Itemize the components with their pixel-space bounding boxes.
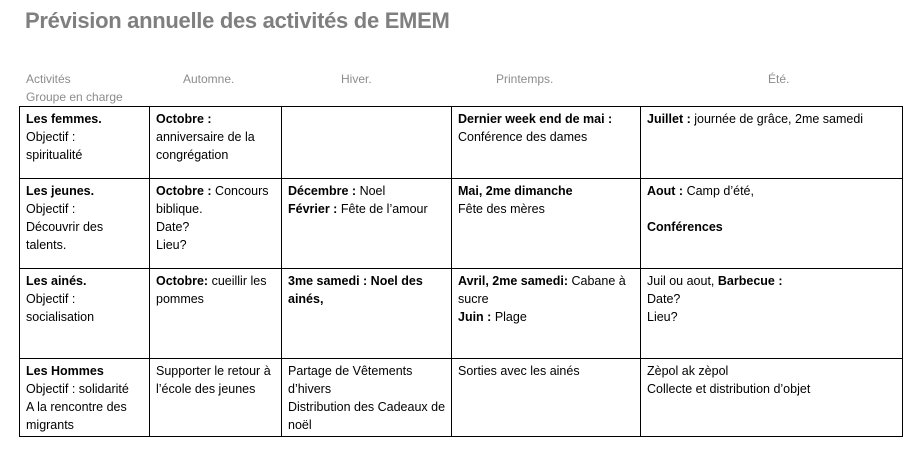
- header-printemps: Printemps.: [496, 72, 554, 86]
- cell-bold: Barbecue :: [717, 274, 783, 288]
- automne-cell: [150, 359, 282, 437]
- group-name: Les ainés.: [26, 274, 87, 288]
- table-row: [20, 107, 903, 179]
- automne-cell: [150, 179, 282, 269]
- cell-text: journée de grâce, 2me samedi: [690, 112, 864, 126]
- cell-bold: Octobre :: [156, 184, 212, 198]
- cell-bold: Octobre:: [156, 274, 209, 288]
- ete-cell: [641, 269, 903, 359]
- cell-lieu: Lieu?: [156, 238, 187, 252]
- cell-lieu: Lieu?: [647, 310, 678, 324]
- objectif-label: Objectif :: [26, 202, 76, 216]
- cell-bold: Conférences: [647, 220, 723, 234]
- cell-text: Supporter le retour à l’école des jeunes: [156, 364, 271, 396]
- group-name: Les femmes.: [26, 112, 102, 126]
- header-groupe: Groupe en charge: [26, 90, 123, 104]
- hiver-cell: [282, 269, 452, 359]
- automne-cell: [150, 107, 282, 179]
- objectif-value: Découvrir des talents.: [26, 220, 104, 252]
- page-title: Prévision annuelle des activités de EMEM: [25, 8, 450, 33]
- cell-date: Date?: [156, 220, 190, 234]
- cell-date: Date?: [647, 292, 681, 306]
- cell-bold: Dernier week end de mai :: [458, 112, 613, 126]
- ete-cell: [641, 107, 903, 179]
- cell-bold: Décembre :: [288, 184, 357, 198]
- cell-bold: 3me samedi : Noel des ainés,: [288, 274, 423, 306]
- group-cell: [20, 179, 150, 269]
- objectif-value: socialisation: [26, 310, 95, 324]
- cell-text: Camp d’été,: [683, 184, 754, 198]
- hiver-cell: [282, 179, 452, 269]
- cell-text: Conférence des dames: [458, 130, 588, 144]
- cell-bold: Juin :: [458, 310, 492, 324]
- header-activites: Activités: [26, 72, 71, 86]
- cell-text: Distribution des Cadeaux de noël: [288, 400, 446, 432]
- hiver-cell: [282, 359, 452, 437]
- cell-text: Concours biblique.: [156, 184, 269, 216]
- group-extra: A la rencontre des migrants: [26, 400, 127, 432]
- objectif-value: spiritualité: [26, 148, 83, 162]
- printemps-cell: [452, 359, 641, 437]
- header-hiver: Hiver.: [341, 72, 372, 86]
- cell-text: Juil ou aout,: [647, 274, 718, 288]
- group-name: Les Hommes: [26, 364, 104, 378]
- printemps-cell: [452, 269, 641, 359]
- group-cell: [20, 359, 150, 437]
- cell-text: Fête des mères: [458, 202, 545, 216]
- cell-bold: Mai, 2me dimanche: [458, 184, 573, 198]
- hiver-cell: [282, 107, 452, 179]
- activities-table: [19, 106, 903, 437]
- header-ete: Été.: [768, 72, 790, 86]
- cell-text: Partage de Vêtements d’hivers: [288, 364, 413, 396]
- table-row: [20, 359, 903, 437]
- cell-text: Collecte et distribution d’objet: [647, 382, 811, 396]
- cell-bold: Octobre :: [156, 112, 212, 126]
- printemps-cell: [452, 179, 641, 269]
- table-row: [20, 179, 903, 269]
- objectif-value: Objectif : solidarité: [26, 382, 129, 396]
- cell-bold: Aout :: [647, 184, 684, 198]
- cell-text: Cabane à sucre: [458, 274, 626, 306]
- cell-bold: Juillet :: [647, 112, 691, 126]
- cell-text: Fête de l’amour: [337, 202, 428, 216]
- group-cell: [20, 269, 150, 359]
- table-row: [20, 269, 903, 359]
- cell-text: Sorties avec les ainés: [458, 364, 580, 378]
- cell-text: anniversaire de la congrégation: [156, 130, 255, 162]
- cell-bold: Février :: [288, 202, 338, 216]
- cell-text: cueillir les pommes: [156, 274, 267, 306]
- automne-cell: [150, 269, 282, 359]
- objectif-label: Objectif :: [26, 292, 76, 306]
- group-cell: [20, 107, 150, 179]
- printemps-cell: [452, 107, 641, 179]
- objectif-label: Objectif :: [26, 130, 76, 144]
- cell-text: Plage: [491, 310, 527, 324]
- cell-text: Noel: [356, 184, 386, 198]
- header-automne: Automne.: [183, 72, 235, 86]
- group-name: Les jeunes.: [26, 184, 95, 198]
- ete-cell: [641, 359, 903, 437]
- ete-cell: [641, 179, 903, 269]
- cell-text: Zèpol ak zèpol: [647, 364, 729, 378]
- cell-bold: Avril, 2me samedi:: [458, 274, 569, 288]
